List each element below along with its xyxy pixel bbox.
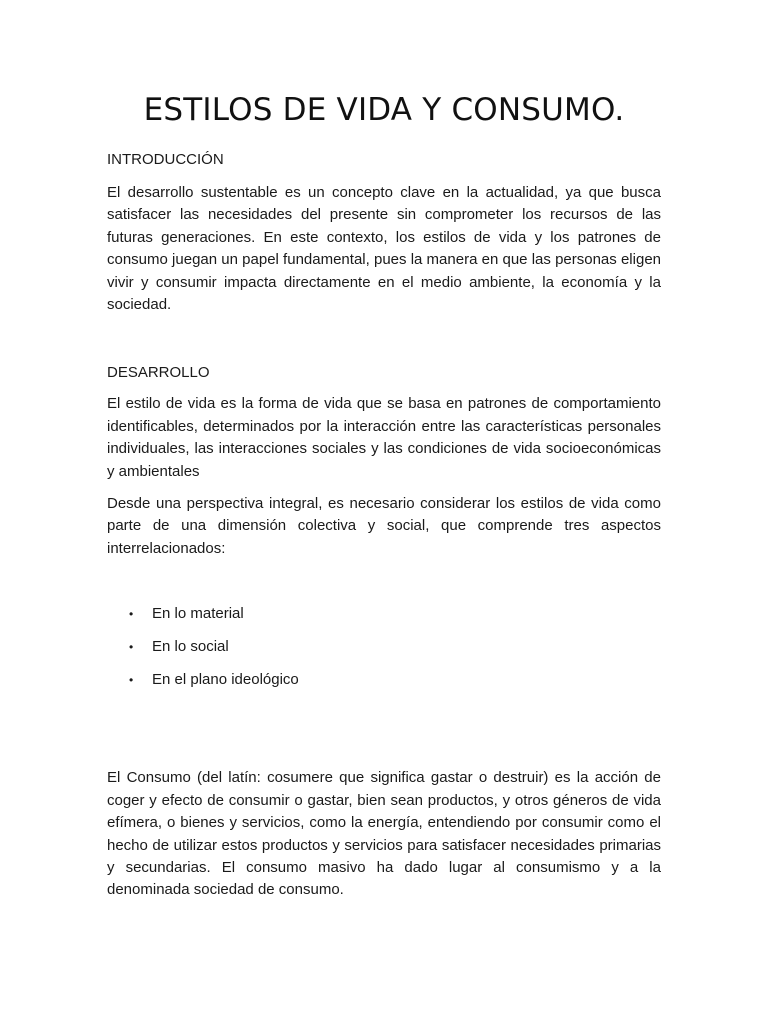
bullet-icon: • <box>129 640 134 655</box>
development-paragraph-2: Desde una perspectiva integral, es necesario considerar los estilos de vida como parte de una dimensión colectiva y social, que comprende tres aspectos interrelacionados: <box>107 495 661 557</box>
intro-heading: INTRODUCCIÓN <box>107 151 224 168</box>
document-title: ESTILOS DE VIDA Y CONSUMO. <box>143 92 625 128</box>
development-heading: DESARROLLO <box>107 364 210 382</box>
aspect-item-social <box>107 636 661 658</box>
bullet-icon: • <box>129 607 134 622</box>
bullet-icon: • <box>129 673 134 688</box>
aspect-label: En el plano ideológico <box>152 671 299 689</box>
aspect-item-material <box>107 603 661 625</box>
intro-paragraph: El desarrollo sustentable es un concepto clave en la actualidad, ya que busca satisfacer las necesidades del presente sin comprometer los recursos de las futuras generaciones. En este contexto, los estilos de vida y los patrones de consumo juegan un papel fundamental, pues la manera en que las personas eligen vivir y consumir impacta directamente en el medio ambiente, la economía y la sociedad. <box>107 184 661 314</box>
aspect-label: En lo social <box>152 638 229 656</box>
development-paragraph-1: El estilo de vida es la forma de vida que se basa en patrones de comportamiento identificables, determinados por la interacción entre las características personales individuales, las interacciones sociales y las condiciones de vida socioeconómicas y ambientales <box>107 395 661 480</box>
aspects-list <box>107 603 661 691</box>
consumption-paragraph: El Consumo (del latín: cosumere que significa gastar o destruir) es la acción de coger y efecto de consumir o gastar, bien sean productos, y otros géneros de vida efímera, o bienes y servicios, como la energía, entendiendo por consumir como el hecho de utilizar estos productos y servicios para satisfacer necesidades primarias y secundarias. El consumo masivo ha dado lugar al consumismo y a la denominada sociedad de consumo. <box>107 769 661 899</box>
aspect-item-ideological <box>107 669 661 691</box>
aspect-label: En lo material <box>152 605 244 623</box>
document-page <box>107 88 661 902</box>
